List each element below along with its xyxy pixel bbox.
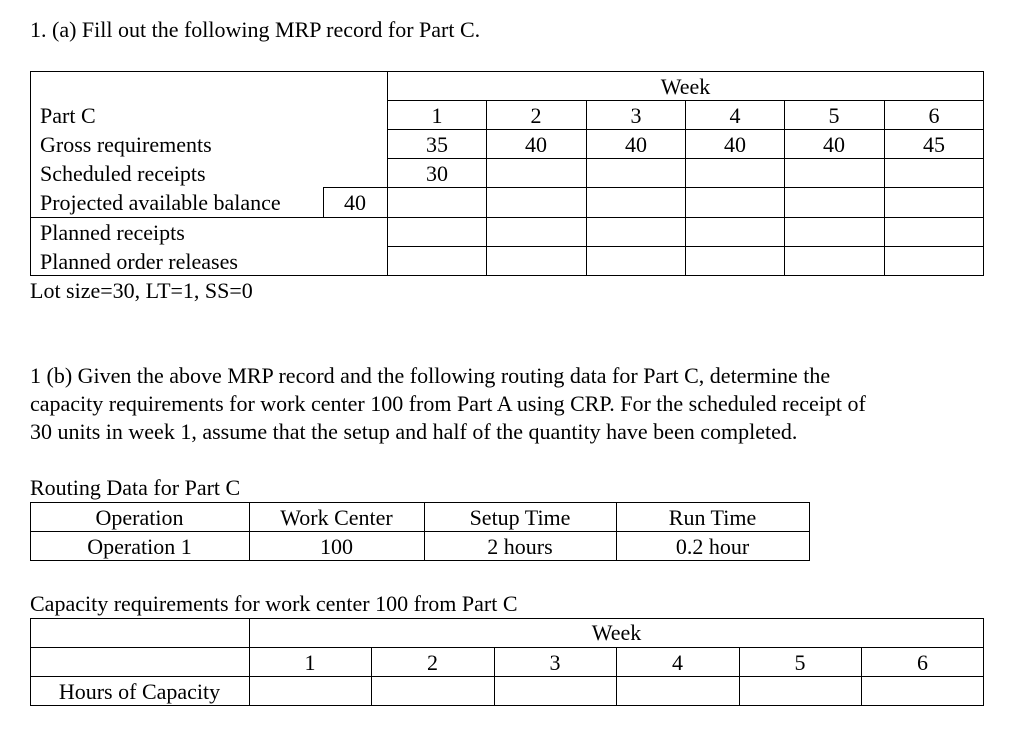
mrp-week-1: 1 xyxy=(431,103,443,128)
mrp-gross-cell: 45 xyxy=(923,132,945,157)
capacity-border-top xyxy=(30,618,984,619)
mrp-week-5: 5 xyxy=(828,103,840,128)
mrp-label-scheduled: Scheduled receipts xyxy=(40,161,206,186)
mrp-gross-cell: 40 xyxy=(823,132,845,157)
routing-header-operation: Operation xyxy=(95,505,184,530)
mrp-label-planned-releases: Planned order releases xyxy=(40,249,238,274)
routing-cell-work-center: 100 xyxy=(320,534,353,559)
capacity-week-4: 4 xyxy=(672,650,683,675)
routing-border-top xyxy=(30,502,810,503)
routing-header-run-time: Run Time xyxy=(668,505,757,530)
mrp-label-gross: Gross requirements xyxy=(40,132,212,157)
routing-cell-operation: Operation 1 xyxy=(87,534,192,559)
mrp-gross-cell: 40 xyxy=(625,132,647,157)
mrp-gross-cell: 40 xyxy=(525,132,547,157)
routing-header-work-center: Work Center xyxy=(280,505,393,530)
routing-title: Routing Data for Part C xyxy=(30,475,241,500)
mrp-gross-cell: 35 xyxy=(426,132,448,157)
capacity-week-header: Week xyxy=(591,620,642,645)
capacity-title: Capacity requirements for work center 100 from Part C xyxy=(30,591,518,616)
routing-header-setup-time: Setup Time xyxy=(469,505,571,530)
mrp-week-2: 2 xyxy=(530,103,542,128)
question-b-line-3: 30 units in week 1, assume that the setup and half of the quantity have been completed. xyxy=(30,419,798,444)
lot-size-info: Lot size=30, LT=1, SS=0 xyxy=(30,278,253,303)
capacity-border-bottom xyxy=(30,705,984,706)
question-a-text: 1. (a) Fill out the following MRP record for Part C. xyxy=(30,17,481,42)
mrp-border-top xyxy=(30,71,984,72)
capacity-week-1: 1 xyxy=(304,650,316,675)
capacity-week-2: 2 xyxy=(427,650,438,675)
routing-cell-setup-time: 2 hours xyxy=(487,534,553,559)
capacity-week-6: 6 xyxy=(917,650,928,675)
mrp-border-bottom xyxy=(30,275,984,276)
mrp-label-planned-receipts: Planned receipts xyxy=(40,220,185,245)
mrp-border-left xyxy=(30,71,31,276)
question-b-line-2: capacity requirements for work center 100 from Part A using CRP. For the scheduled receipt of xyxy=(30,391,866,416)
mrp-week-3: 3 xyxy=(630,103,642,128)
mrp-label-pab: Projected available balance xyxy=(40,190,281,215)
mrp-week-header: Week xyxy=(660,74,711,99)
question-b-line-1: 1 (b) Given the above MRP record and the following routing data for Part C, determine the xyxy=(30,363,831,388)
mrp-row-line xyxy=(30,217,984,218)
capacity-row-label: Hours of Capacity xyxy=(58,679,221,704)
capacity-week-5: 5 xyxy=(794,650,806,675)
routing-border-bottom xyxy=(30,560,810,561)
mrp-initial-balance: 40 xyxy=(344,190,366,215)
capacity-row-line xyxy=(30,676,984,677)
mrp-balance-box-top xyxy=(323,187,387,188)
mrp-week-4: 4 xyxy=(729,103,741,128)
routing-cell-run-time: 0.2 hour xyxy=(675,534,750,559)
mrp-week-6: 6 xyxy=(928,103,940,128)
capacity-week-3: 3 xyxy=(549,650,561,675)
routing-col-line xyxy=(809,502,810,561)
mrp-border-right xyxy=(983,71,984,276)
capacity-row-line xyxy=(30,647,984,648)
mrp-scheduled-cell: 30 xyxy=(426,161,448,186)
mrp-label-part: Part C xyxy=(40,103,96,128)
routing-row-line xyxy=(30,531,810,532)
mrp-gross-cell: 40 xyxy=(724,132,746,157)
